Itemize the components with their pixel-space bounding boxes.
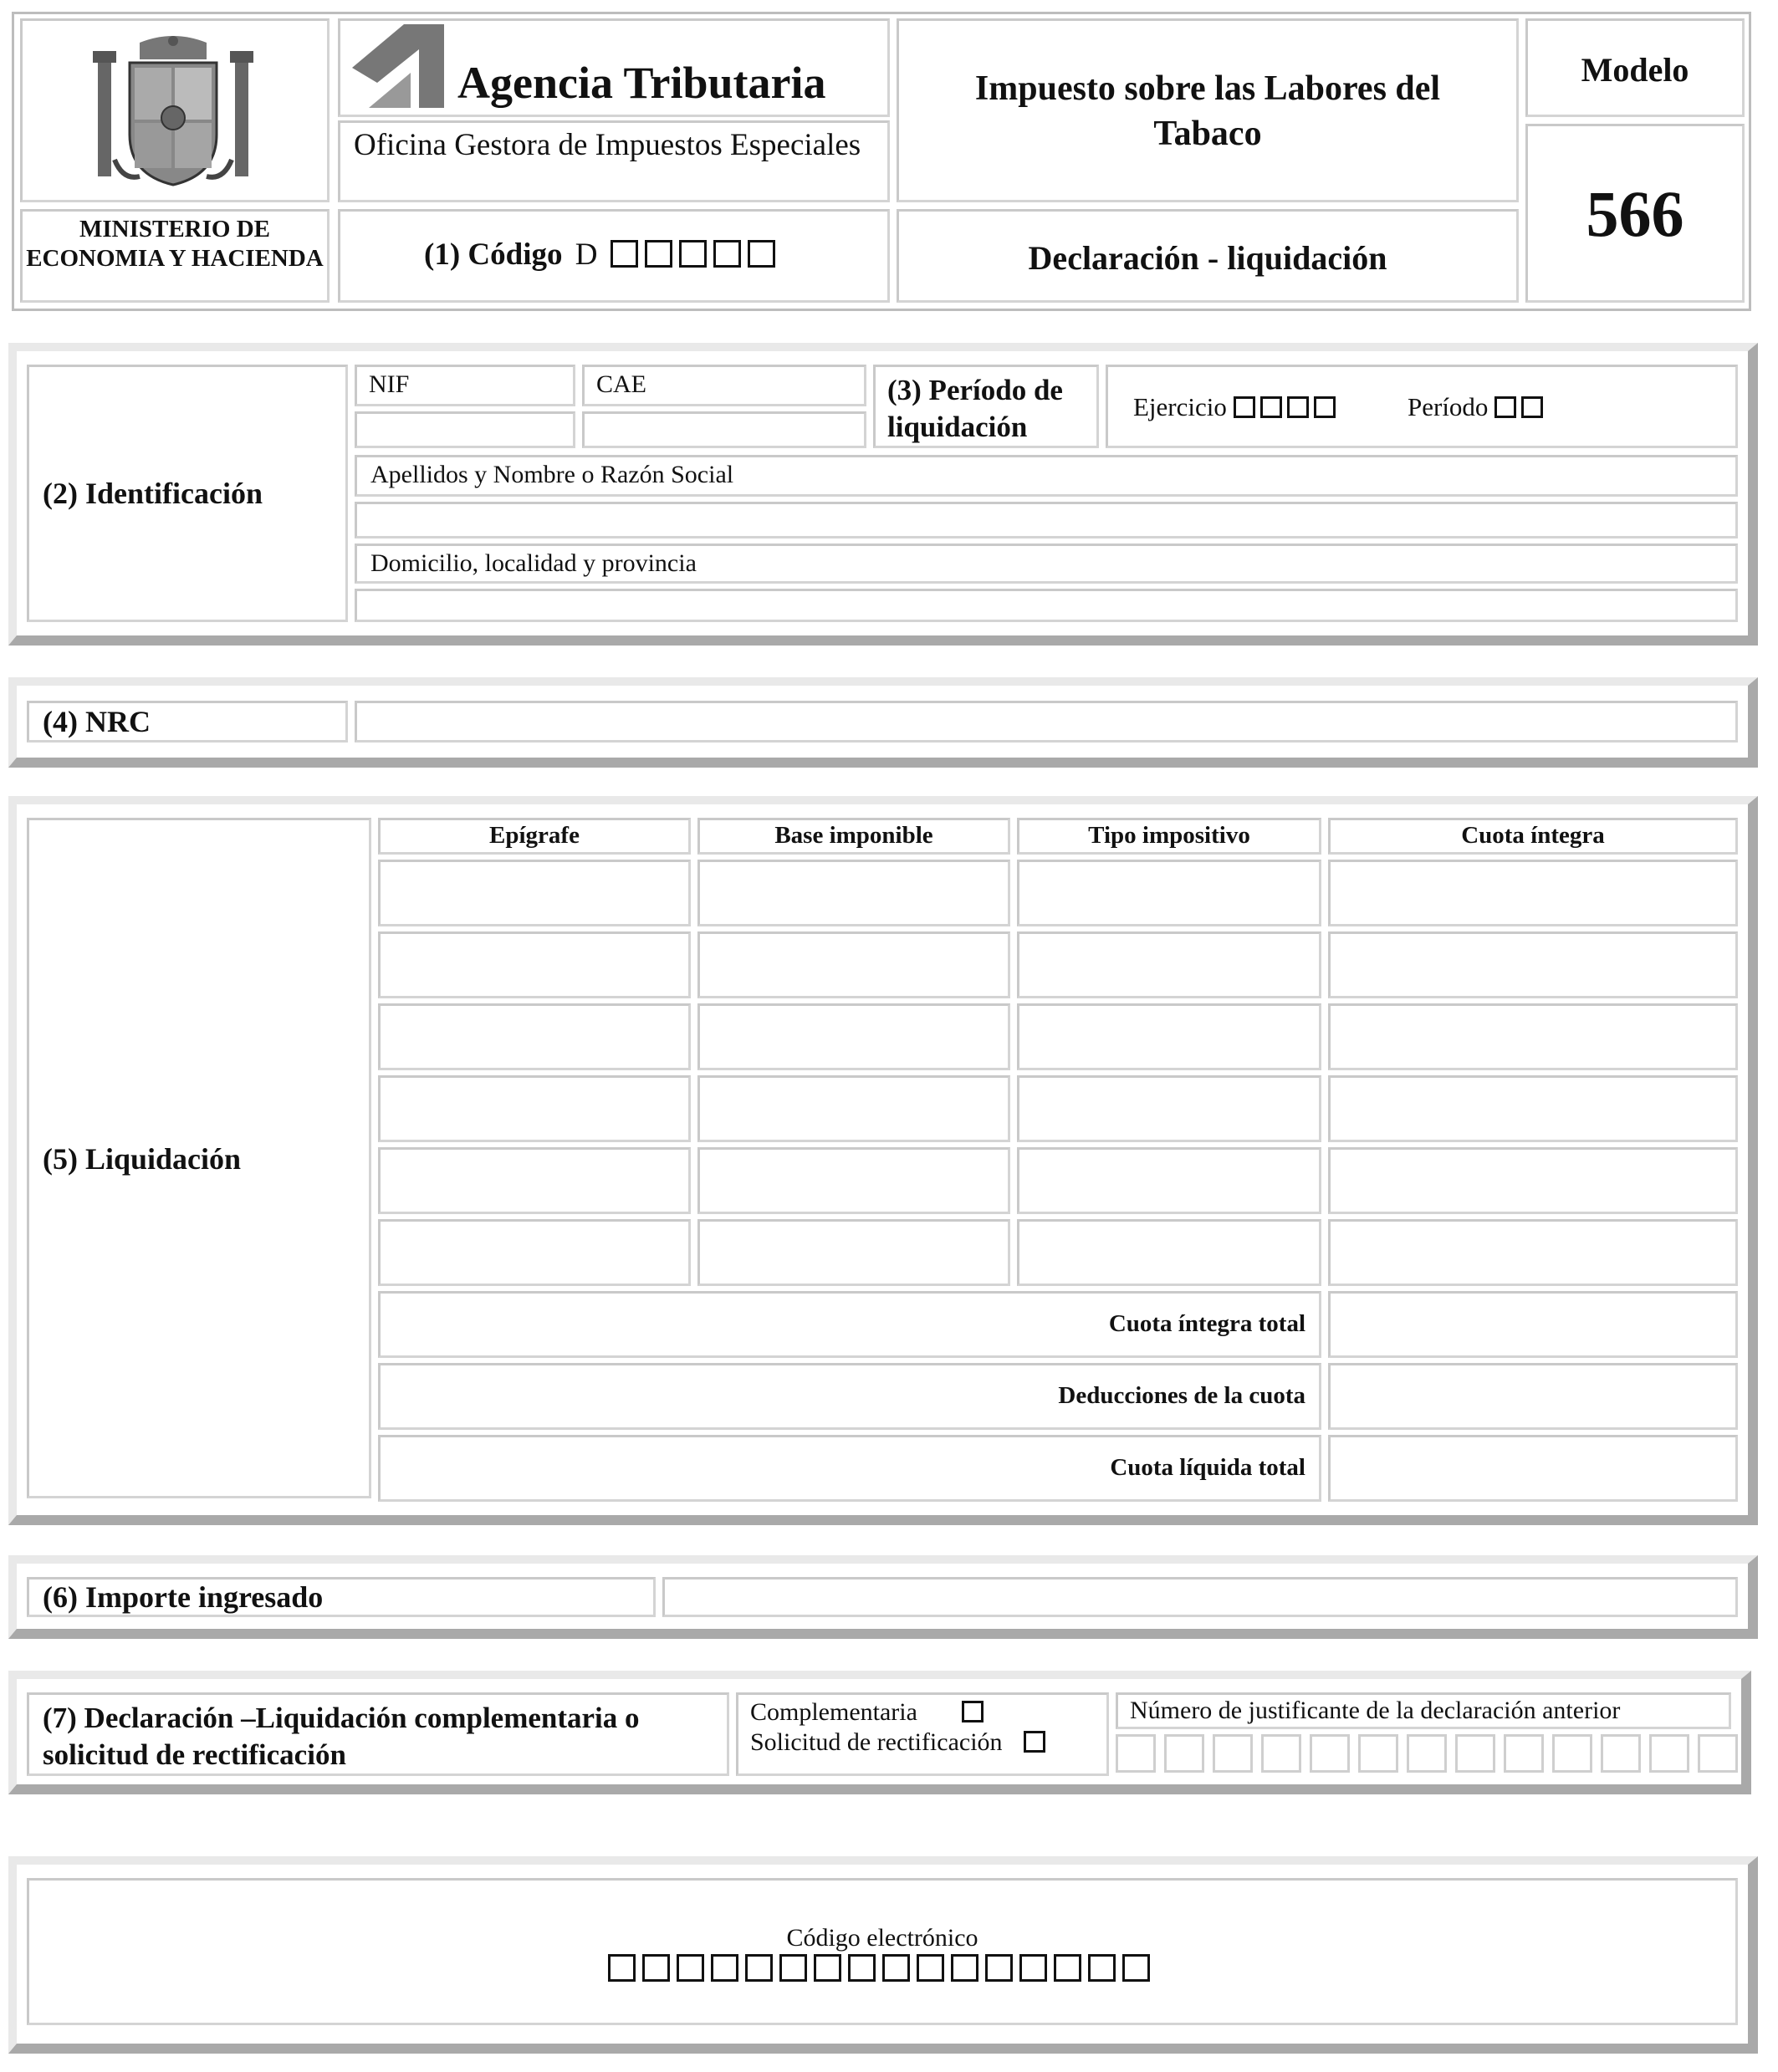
electronic-code-box	[27, 1878, 1738, 2025]
table-cell[interactable]	[378, 860, 691, 926]
office-label: Oficina Gestora de Impuestos Especiales	[338, 120, 890, 202]
previous-receipt-digit-box[interactable]	[1504, 1734, 1544, 1773]
table-cell[interactable]	[697, 860, 1010, 926]
table-cell[interactable]	[1328, 1219, 1738, 1286]
code-label: (1) Código	[424, 237, 563, 272]
electronic-code-digit-box[interactable]	[1054, 1954, 1081, 1982]
column-header: Epígrafe	[378, 818, 691, 855]
agency-box	[338, 18, 890, 117]
ejercicio-label: Ejercicio	[1133, 392, 1227, 421]
total-label: Cuota líquida total	[378, 1435, 1321, 1502]
table-cell[interactable]	[1017, 1075, 1321, 1142]
electronic-code-digit-box[interactable]	[711, 1954, 738, 1982]
electronic-code-digit-box[interactable]	[1122, 1954, 1150, 1982]
ejercicio-boxes[interactable]	[1234, 392, 1341, 421]
electronic-code-digit-box[interactable]	[677, 1954, 704, 1982]
period-label: (3) Período de liquidación	[873, 365, 1099, 448]
previous-receipt-label: Número de justificante de la declaración anterior	[1116, 1692, 1731, 1729]
previous-receipt-digit-box[interactable]	[1455, 1734, 1495, 1773]
table-cell[interactable]	[697, 1075, 1010, 1142]
electronic-code-digit-box[interactable]	[848, 1954, 876, 1982]
periodo-digit-box[interactable]	[1494, 396, 1516, 418]
nif-field[interactable]	[355, 411, 575, 448]
total-label: Deducciones de la cuota	[378, 1363, 1321, 1430]
ejercicio-digit-box[interactable]	[1314, 396, 1336, 418]
periodo-boxes[interactable]	[1494, 392, 1548, 421]
previous-receipt-digit-box[interactable]	[1698, 1734, 1738, 1773]
code-digit-box[interactable]	[645, 240, 672, 268]
ministry-label: MINISTERIO DE ECONOMIA Y HACIENDA	[20, 209, 330, 303]
electronic-code-digit-box[interactable]	[882, 1954, 910, 1982]
table-cell[interactable]	[1017, 1003, 1321, 1070]
periodo-digit-box[interactable]	[1521, 396, 1543, 418]
table-cell[interactable]	[1328, 931, 1738, 998]
electronic-code-digit-box[interactable]	[779, 1954, 807, 1982]
coat-of-arms-icon	[89, 34, 257, 193]
complementaria-checkbox[interactable]	[962, 1701, 984, 1722]
cae-label: CAE	[582, 365, 866, 406]
nrc-field[interactable]	[355, 701, 1738, 743]
table-cell[interactable]	[697, 1219, 1010, 1286]
previous-receipt-digit-box[interactable]	[1213, 1734, 1253, 1773]
ejercicio-digit-box[interactable]	[1287, 396, 1309, 418]
cae-field[interactable]	[582, 411, 866, 448]
table-cell[interactable]	[378, 1219, 691, 1286]
previous-receipt-digit-box[interactable]	[1552, 1734, 1592, 1773]
electronic-code-digit-box[interactable]	[814, 1954, 841, 1982]
importe-field[interactable]	[662, 1577, 1738, 1617]
table-cell[interactable]	[697, 1147, 1010, 1214]
column-header: Cuota íntegra	[1328, 818, 1738, 855]
liquidacion-label-box	[27, 818, 371, 1498]
table-cell[interactable]	[1328, 1003, 1738, 1070]
table-cell[interactable]	[1017, 1147, 1321, 1214]
complementaria-option-label: Complementaria	[750, 1698, 917, 1726]
address-label: Domicilio, localidad y provincia	[355, 544, 1738, 584]
table-cell[interactable]	[697, 1003, 1010, 1070]
electronic-code-digit-box[interactable]	[745, 1954, 773, 1982]
code-prefix: D	[575, 237, 598, 272]
code-digit-box[interactable]	[748, 240, 775, 268]
column-header: Tipo impositivo	[1017, 818, 1321, 855]
total-value-field[interactable]	[1328, 1291, 1738, 1358]
nif-label: NIF	[355, 365, 575, 406]
liquidacion-label: (5) Liquidación	[43, 1142, 242, 1176]
electronic-code-digit-box[interactable]	[608, 1954, 636, 1982]
table-cell[interactable]	[1328, 1075, 1738, 1142]
code-boxes[interactable]	[611, 237, 782, 272]
ejercicio-digit-box[interactable]	[1234, 396, 1255, 418]
previous-receipt-digit-box[interactable]	[1164, 1734, 1204, 1773]
previous-receipt-digit-box[interactable]	[1407, 1734, 1447, 1773]
table-cell[interactable]	[1017, 931, 1321, 998]
identification-label: (2) Identificación	[43, 477, 263, 510]
previous-receipt-digit-box[interactable]	[1649, 1734, 1689, 1773]
electronic-code-digit-box[interactable]	[951, 1954, 978, 1982]
agency-logo-icon	[352, 24, 444, 108]
period-box	[1106, 365, 1738, 448]
name-field[interactable]	[355, 502, 1738, 538]
name-label: Apellidos y Nombre o Razón Social	[355, 455, 1738, 497]
nrc-label: (4) NRC	[27, 701, 348, 743]
previous-receipt-digit-box[interactable]	[1601, 1734, 1641, 1773]
complementaria-label: (7) Declaración –Liquidación complementaria o solicitud de rectificación	[27, 1692, 729, 1776]
electronic-code-boxes[interactable]	[29, 1954, 1735, 1983]
rectificacion-checkbox[interactable]	[1024, 1731, 1045, 1753]
complementaria-options	[736, 1692, 1109, 1776]
table-cell[interactable]	[697, 931, 1010, 998]
address-field[interactable]	[355, 589, 1738, 622]
total-label: Cuota íntegra total	[378, 1291, 1321, 1358]
table-cell[interactable]	[378, 1075, 691, 1142]
rectificacion-option-label: Solicitud de rectificación	[750, 1728, 1003, 1756]
table-cell[interactable]	[1328, 1147, 1738, 1214]
table-cell[interactable]	[1328, 860, 1738, 926]
previous-receipt-digit-box[interactable]	[1310, 1734, 1350, 1773]
model-label: Modelo	[1525, 18, 1745, 117]
model-number: 566	[1525, 124, 1745, 303]
coat-of-arms-box	[20, 18, 330, 202]
document-type: Declaración - liquidación	[897, 209, 1519, 303]
code-box	[338, 209, 890, 303]
electronic-code-digit-box[interactable]	[985, 1954, 1013, 1982]
electronic-code-digit-box[interactable]	[917, 1954, 944, 1982]
periodo-label: Período	[1408, 392, 1489, 421]
electronic-code-digit-box[interactable]	[1088, 1954, 1116, 1982]
agency-name: Agencia Tributaria	[457, 58, 826, 108]
total-value-field[interactable]	[1328, 1363, 1738, 1430]
previous-receipt-digit-box[interactable]	[1358, 1734, 1398, 1773]
code-digit-box[interactable]	[679, 240, 707, 268]
code-digit-box[interactable]	[713, 240, 741, 268]
table-cell[interactable]	[378, 931, 691, 998]
electronic-code-digit-box[interactable]	[642, 1954, 670, 1982]
total-value-field[interactable]	[1328, 1435, 1738, 1502]
previous-receipt-digit-box[interactable]	[1116, 1734, 1156, 1773]
table-cell[interactable]	[378, 1147, 691, 1214]
ejercicio-digit-box[interactable]	[1260, 396, 1282, 418]
tax-title: Impuesto sobre las Labores del Tabaco	[897, 18, 1519, 202]
electronic-code-label: Código electrónico	[786, 1924, 978, 1952]
column-header: Base imponible	[697, 818, 1010, 855]
identification-label-box	[27, 365, 348, 622]
electronic-code-digit-box[interactable]	[1019, 1954, 1047, 1982]
table-cell[interactable]	[1017, 860, 1321, 926]
importe-label: (6) Importe ingresado	[27, 1577, 656, 1617]
table-cell[interactable]	[1017, 1219, 1321, 1286]
previous-receipt-digit-box[interactable]	[1261, 1734, 1301, 1773]
table-cell[interactable]	[378, 1003, 691, 1070]
code-digit-box[interactable]	[611, 240, 638, 268]
